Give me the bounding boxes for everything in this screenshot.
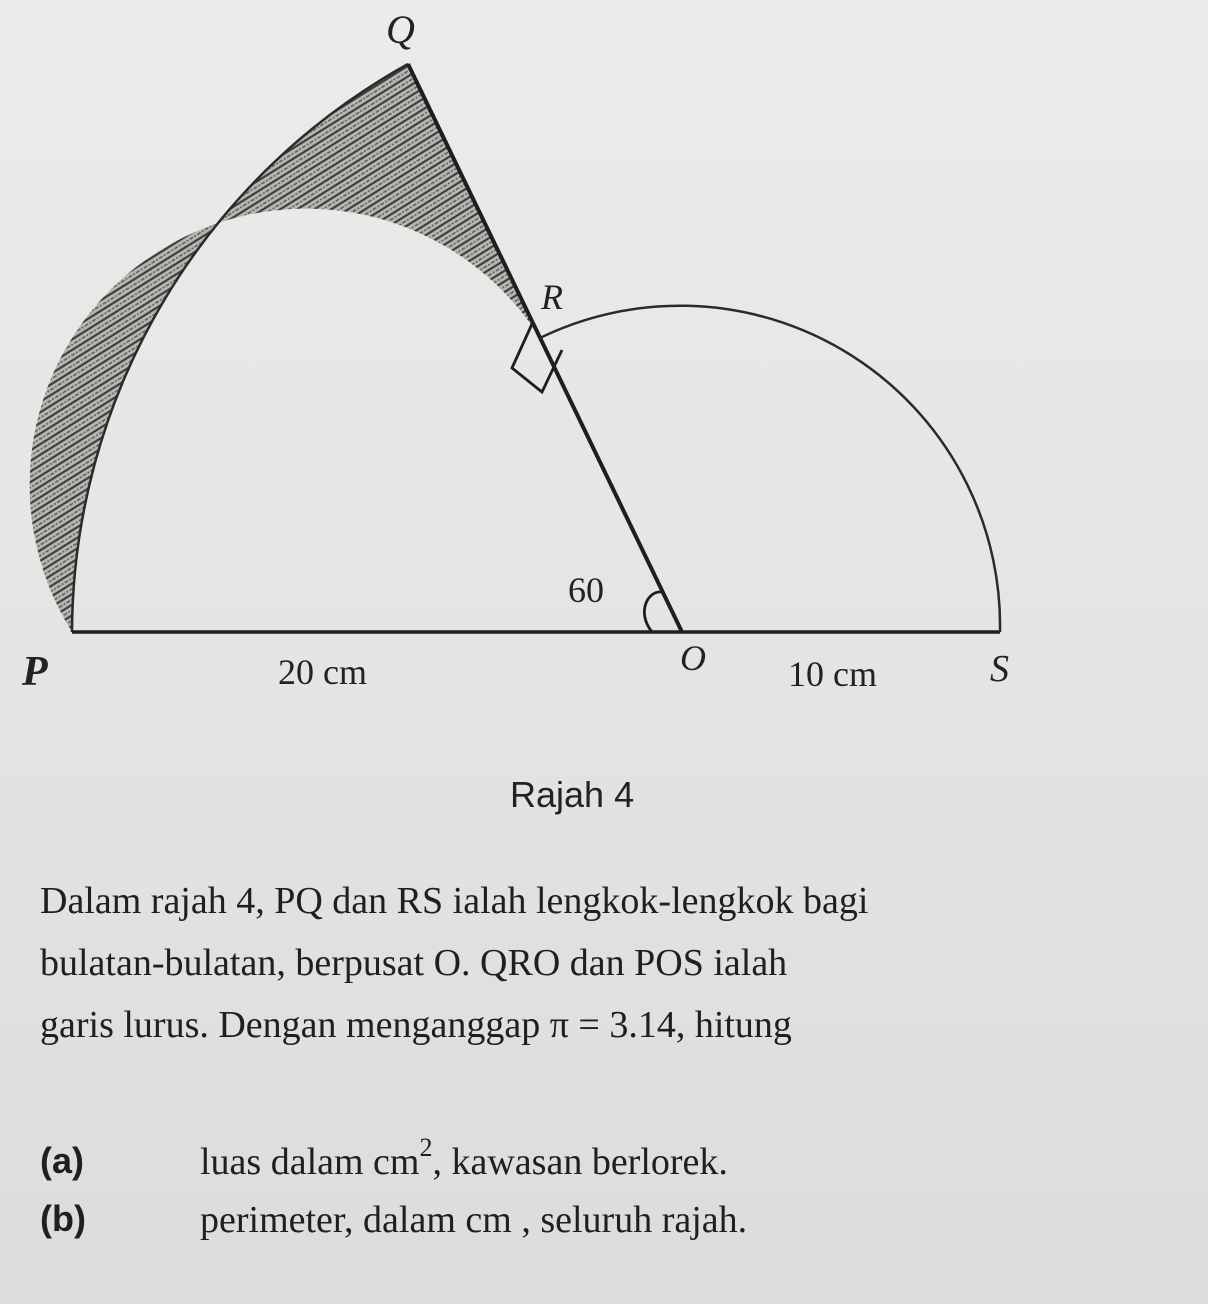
question-line-1: Dalam rajah 4, PQ dan RS ialah lengkok-lengkok bagi [40, 880, 869, 922]
part-a-label: (a) [40, 1140, 84, 1181]
part-a-superscript: 2 [419, 1133, 433, 1162]
label-os-length: 10 cm [788, 654, 877, 694]
figure-caption: Rajah 4 [510, 774, 635, 815]
label-o: O [680, 638, 706, 678]
label-s: S [990, 648, 1009, 690]
part-b-text: perimeter, dalam cm , seluruh rajah. [200, 1199, 748, 1241]
part-a-text-after: , kawasan berlorek. [432, 1141, 728, 1183]
label-angle-60: 60 [568, 570, 604, 610]
line-qro [408, 64, 682, 632]
label-p: P [22, 649, 48, 695]
question-parts [40, 1133, 1180, 1256]
shaded-region [30, 64, 540, 632]
part-a-text-before: luas dalam cm [200, 1141, 420, 1183]
arc-rs [540, 306, 1000, 632]
label-pq-length: 20 cm [278, 652, 367, 692]
question-line-3: garis lurus. Dengan menganggap π = 3.14, hitung [40, 1004, 792, 1046]
part-a-text [200, 1133, 728, 1184]
part-a [40, 1133, 1180, 1198]
angle-arc-60 [644, 592, 662, 632]
part-b-label: (b) [40, 1198, 86, 1239]
part-b [40, 1198, 1180, 1256]
label-q: Q [386, 7, 415, 52]
label-r: R [541, 277, 563, 317]
question-text [40, 870, 1180, 1056]
question-line-2: bulatan-bulatan, berpusat O. QRO dan POS ialah [40, 942, 788, 984]
